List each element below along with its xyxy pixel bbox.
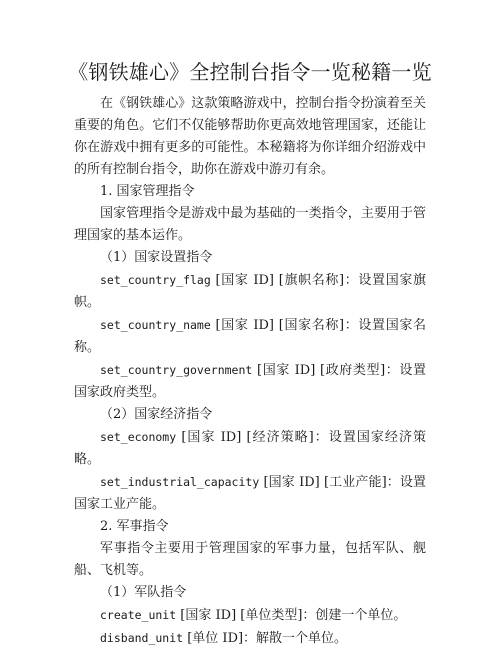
command-desc: [单位 ID]：解散一个单位。 <box>183 631 348 646</box>
command-line <box>74 604 426 627</box>
command-code: disband_unit <box>100 631 184 645</box>
command-code: create_unit <box>100 608 177 622</box>
command-desc: [国家 ID] [国家名称]：设置国家名称。 <box>74 318 426 355</box>
command-code: set_country_government <box>100 363 253 377</box>
section-desc-military: 军事指令主要用于管理国家的军事力量，包括军队、舰船、飞机等。 <box>74 541 426 578</box>
command-desc: [国家 ID] [经济策略]：设置国家经济策略。 <box>74 430 426 467</box>
command-line <box>74 314 426 359</box>
subsection-heading-country-settings: （1）国家设置指令 <box>100 250 213 265</box>
command-line <box>74 269 426 314</box>
section-desc-country: 国家管理指令是游戏中最为基础的一类指令，主要用于管理国家的基本运作。 <box>74 206 426 243</box>
command-desc: [国家 ID] [工业产能]：设置国家工业产能。 <box>74 475 426 512</box>
document-body <box>74 93 426 650</box>
command-desc: [国家 ID] [单位类型]：创建一个单位。 <box>176 608 407 623</box>
subsection-heading-army: （1）军队指令 <box>100 585 187 600</box>
command-code: set_country_name <box>100 318 211 332</box>
command-line <box>74 471 426 516</box>
command-desc: [国家 ID] [政府类型]：设置国家政府类型。 <box>74 363 426 400</box>
section-heading-country: 1. 国家管理指令 <box>100 184 195 199</box>
subsection-heading-country-economy: （2）国家经济指令 <box>100 407 213 422</box>
intro-paragraph: 在《钢铁雄心》这款策略游戏中，控制台指令扮演着至关重要的角色。它们不仅能够帮助你更高效地管理国家，还能让你在游戏中拥有更多的可能性。本秘籍将为你详细介绍游戏中的所有控制台指令，助你在游戏中游刃有余。 <box>74 96 426 177</box>
command-code: set_country_flag <box>100 273 211 287</box>
command-code: set_economy <box>100 430 177 444</box>
command-line <box>74 426 426 471</box>
section-heading-military: 2. 军事指令 <box>100 519 169 534</box>
command-line <box>74 359 426 404</box>
command-code: set_industrial_capacity <box>100 475 260 489</box>
document-title: 《钢铁雄心》全控制台指令一览秘籍一览 <box>68 60 432 84</box>
command-desc: [国家 ID] [旗帜名称]：设置国家旗帜。 <box>74 273 426 310</box>
